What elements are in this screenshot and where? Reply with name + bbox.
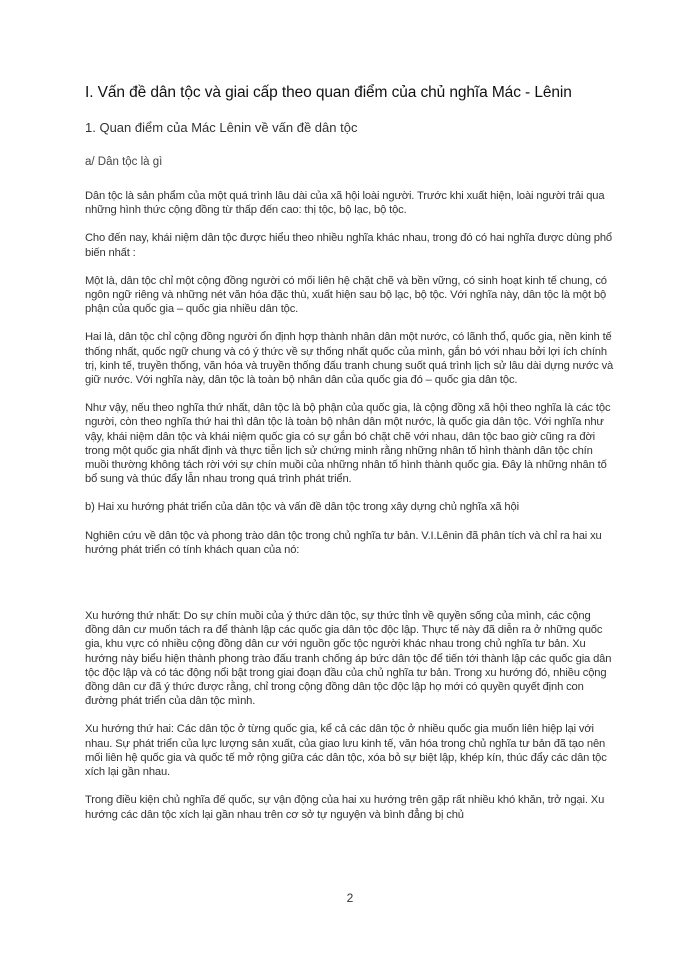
page-number: 2	[346, 891, 354, 905]
paragraph: Trong điều kiện chủ nghĩa đế quốc, sự vận động của hai xu hướng trên gặp rất nhiều khó khăn, trở ngại. Xu hướng các dân tộc xích lại gần nhau trên cơ sở tự nguyện và bình đẳng bị chủ	[85, 794, 605, 821]
section-heading: 1. Quan điểm của Mác Lênin về vấn đề dân tộc	[85, 120, 358, 135]
paragraph: Xu hướng thứ nhất: Do sự chín muồi của ý thức dân tộc, sự thức tỉnh về quyền sống của mình, các cộng đồng dân cư muốn tách ra để thành lập các quốc gia dân tộc độc lập. Thực tế này đã diễn ra ở những quốc gia, khu vực có nhiều cộng đồng dân cư với nguồn gốc tộc người khác nhau trong chủ nghĩa tư bản. Xu hướng này biểu hiện thành phong trào đấu tranh chống áp bức dân tộc để tiến tới thành lập các quốc gia dân tộc độc lập và có tác động nổi bật trong giai đoạn đầu của chủ nghĩa tư bản. Trong xu hướng đó, nhiều cộng đồng dân cư đã ý thức được rằng, chỉ trong cộng đồng dân tộc độc lập họ mới có quyền quyết định con đường phát triển của dân tộc mình.	[85, 610, 612, 708]
paragraph: Nghiên cứu về dân tộc và phong trào dân tộc trong chủ nghĩa tư bản. V.I.Lênin đã phân tích và chỉ ra hai xu hướng phát triển có tính khách quan của nó:	[85, 529, 602, 556]
paragraph: Một là, dân tộc chỉ một cộng đồng người có mối liên hệ chặt chẽ và bền vững, có sinh hoạt kinh tế chung, có ngôn ngữ riêng và những nét văn hóa đặc thù, xuất hiện sau bộ lạc, bộ tộc. Với nghĩa này, dân tộc là một bộ phận của quốc gia – quốc gia nhiều dân tộc.	[85, 274, 607, 316]
paragraph: Dân tộc là sản phẩm của một quá trình lâu dài của xã hội loài người. Trước khi xuất hiện, loài người trải qua những hình thức cộng đồng từ thấp đến cao: thị tộc, bộ lạc, bộ tộc.	[85, 190, 605, 217]
paragraph: Như vậy, nếu theo nghĩa thứ nhất, dân tộc là bộ phận của quốc gia, là cộng đồng xã hội theo nghĩa là các tộc người, còn theo nghĩa thứ hai thì dân tộc là toàn bộ nhân dân một nước, là quốc gia dân tộc. Với nghĩa như vậy, khái niệm dân tộc và khái niệm quốc gia có sự gắn bó chặt chẽ với nhau, dân tộc bao giờ cũng ra đời trong một quốc gia nhất định và thực tiễn lịch sử chứng minh rằng những nhân tố hình thành dân tộc chín muồi thường không tách rời với sự chín muồi của những nhân tố hình thành quốc gia. Đây là những nhân tố bổ sung và thúc đẩy lẫn nhau trong quá trình phát triển.	[85, 402, 611, 486]
paragraph: Hai là, dân tộc chỉ cộng đồng người ổn định hợp thành nhân dân một nước, có lãnh thổ, quốc gia, nền kinh tế thống nhất, quốc ngữ chung và có ý thức về sự thống nhất quốc của mình, gắn bó với nhau bởi lợi ích chính trị, kinh tế, truyền thống, văn hóa và truyền thống đấu tranh chung suốt quá trình lịch sử lâu dài dựng nước và giữ nước. Với nghĩa này, dân tộc là toàn bộ nhân dân của quốc gia đó – quốc gia dân tộc.	[85, 331, 614, 387]
subheading-b: b) Hai xu hướng phát triển của dân tộc và vấn đề dân tộc trong xây dựng chủ nghĩa xã hội	[85, 501, 519, 514]
subheading-a: a/ Dân tộc là gì	[85, 156, 163, 168]
paragraph: Xu hướng thứ hai: Các dân tộc ở từng quốc gia, kể cả các dân tộc ở nhiều quốc gia muốn liên hiệp lại với nhau. Sự phát triển của lực lượng sản xuất, của giao lưu kinh tế, văn hóa trong chủ nghĩa tư bản đã tạo nên mối liên hệ quốc gia và quốc tế mở rộng giữa các dân tộc, xóa bỏ sự biệt lập, khép kín, thúc đẩy các dân tộc xích lại gần nhau.	[85, 723, 607, 779]
paragraph: Cho đến nay, khái niệm dân tộc được hiểu theo nhiều nghĩa khác nhau, trong đó có hai nghĩa được dùng phổ biến nhất :	[85, 232, 612, 259]
page-content	[85, 83, 617, 836]
blank-space	[85, 571, 617, 609]
chapter-title: I. Vấn đề dân tộc và giai cấp theo quan điểm của chủ nghĩa Mác - Lênin	[85, 84, 572, 101]
